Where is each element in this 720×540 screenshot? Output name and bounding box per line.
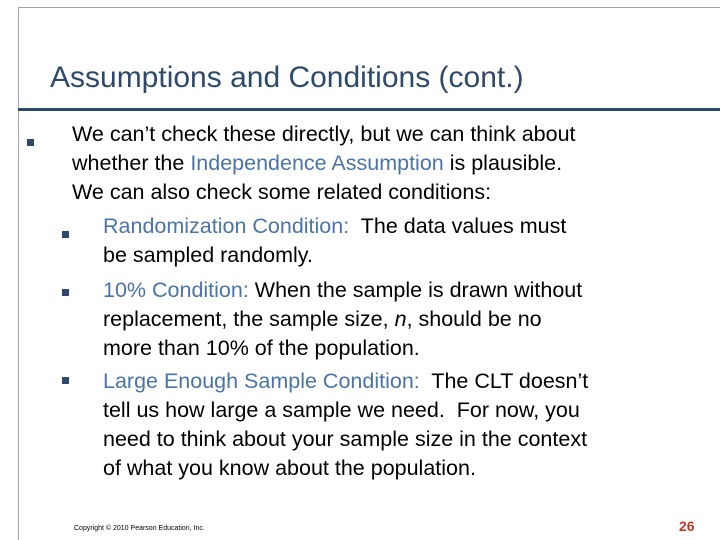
sub-bullet-large-enough <box>103 367 588 483</box>
main-bullet-text <box>72 120 576 207</box>
sub-bullet-3-line-2: tell us how large a sample we need. For now, you <box>103 398 580 422</box>
sub-bullet-2-line-3: more than 10% of the population. <box>103 336 420 360</box>
sub-bullet-marker <box>62 289 69 296</box>
independence-assumption-term: Independence Assumption <box>190 151 444 175</box>
slide-title: Assumptions and Conditions (cont.) <box>50 61 524 94</box>
main-bullet-line-2-post: is plausible. <box>443 151 563 175</box>
main-bullet-line-2-pre: whether the <box>72 151 191 175</box>
sub-bullet-3-line-3: need to think about your sample size in the context <box>103 427 588 451</box>
sub-bullet-3-text: The CLT doesn’t <box>419 369 589 393</box>
large-enough-sample-condition-term: Large Enough Sample Condition: <box>103 369 420 393</box>
ten-percent-condition-term: 10% Condition: <box>103 278 249 302</box>
sub-bullet-marker <box>62 231 69 238</box>
sub-bullet-1-line-1 <box>103 212 566 241</box>
sub-bullet-3-line-1 <box>103 367 588 396</box>
randomization-condition-term: Randomization Condition: <box>103 214 350 238</box>
frame-top-line <box>18 7 720 8</box>
sub-bullet-marker <box>62 377 69 384</box>
page-number: 26 <box>679 518 695 534</box>
sub-bullet-2-line-2-post: , should be no <box>406 307 542 331</box>
main-bullet-line-3: We can also check some related conditions: <box>72 180 492 204</box>
sub-bullet-1-line-2: be sampled randomly. <box>103 243 313 267</box>
sample-size-variable: n <box>394 307 407 331</box>
sub-bullet-2-line-2 <box>103 305 582 334</box>
copyright-notice: Copyright © 2010 Pearson Education, Inc. <box>74 525 205 532</box>
title-divider <box>18 108 720 111</box>
sub-bullet-2-line-1 <box>103 276 582 305</box>
bullet-marker <box>27 139 34 146</box>
main-bullet-line-2 <box>72 149 576 178</box>
frame-left-line <box>18 7 19 540</box>
main-bullet-line-1: We can’t check these directly, but we can think about <box>72 122 576 146</box>
sub-bullet-ten-percent <box>103 276 582 363</box>
sub-bullet-2-line-2-pre: replacement, the sample size, <box>103 307 395 331</box>
sub-bullet-3-line-4: of what you know about the population. <box>103 456 476 480</box>
sub-bullet-randomization <box>103 212 566 270</box>
sub-bullet-2-text: When the sample is drawn without <box>248 278 583 302</box>
sub-bullet-1-text: The data values must <box>349 214 567 238</box>
